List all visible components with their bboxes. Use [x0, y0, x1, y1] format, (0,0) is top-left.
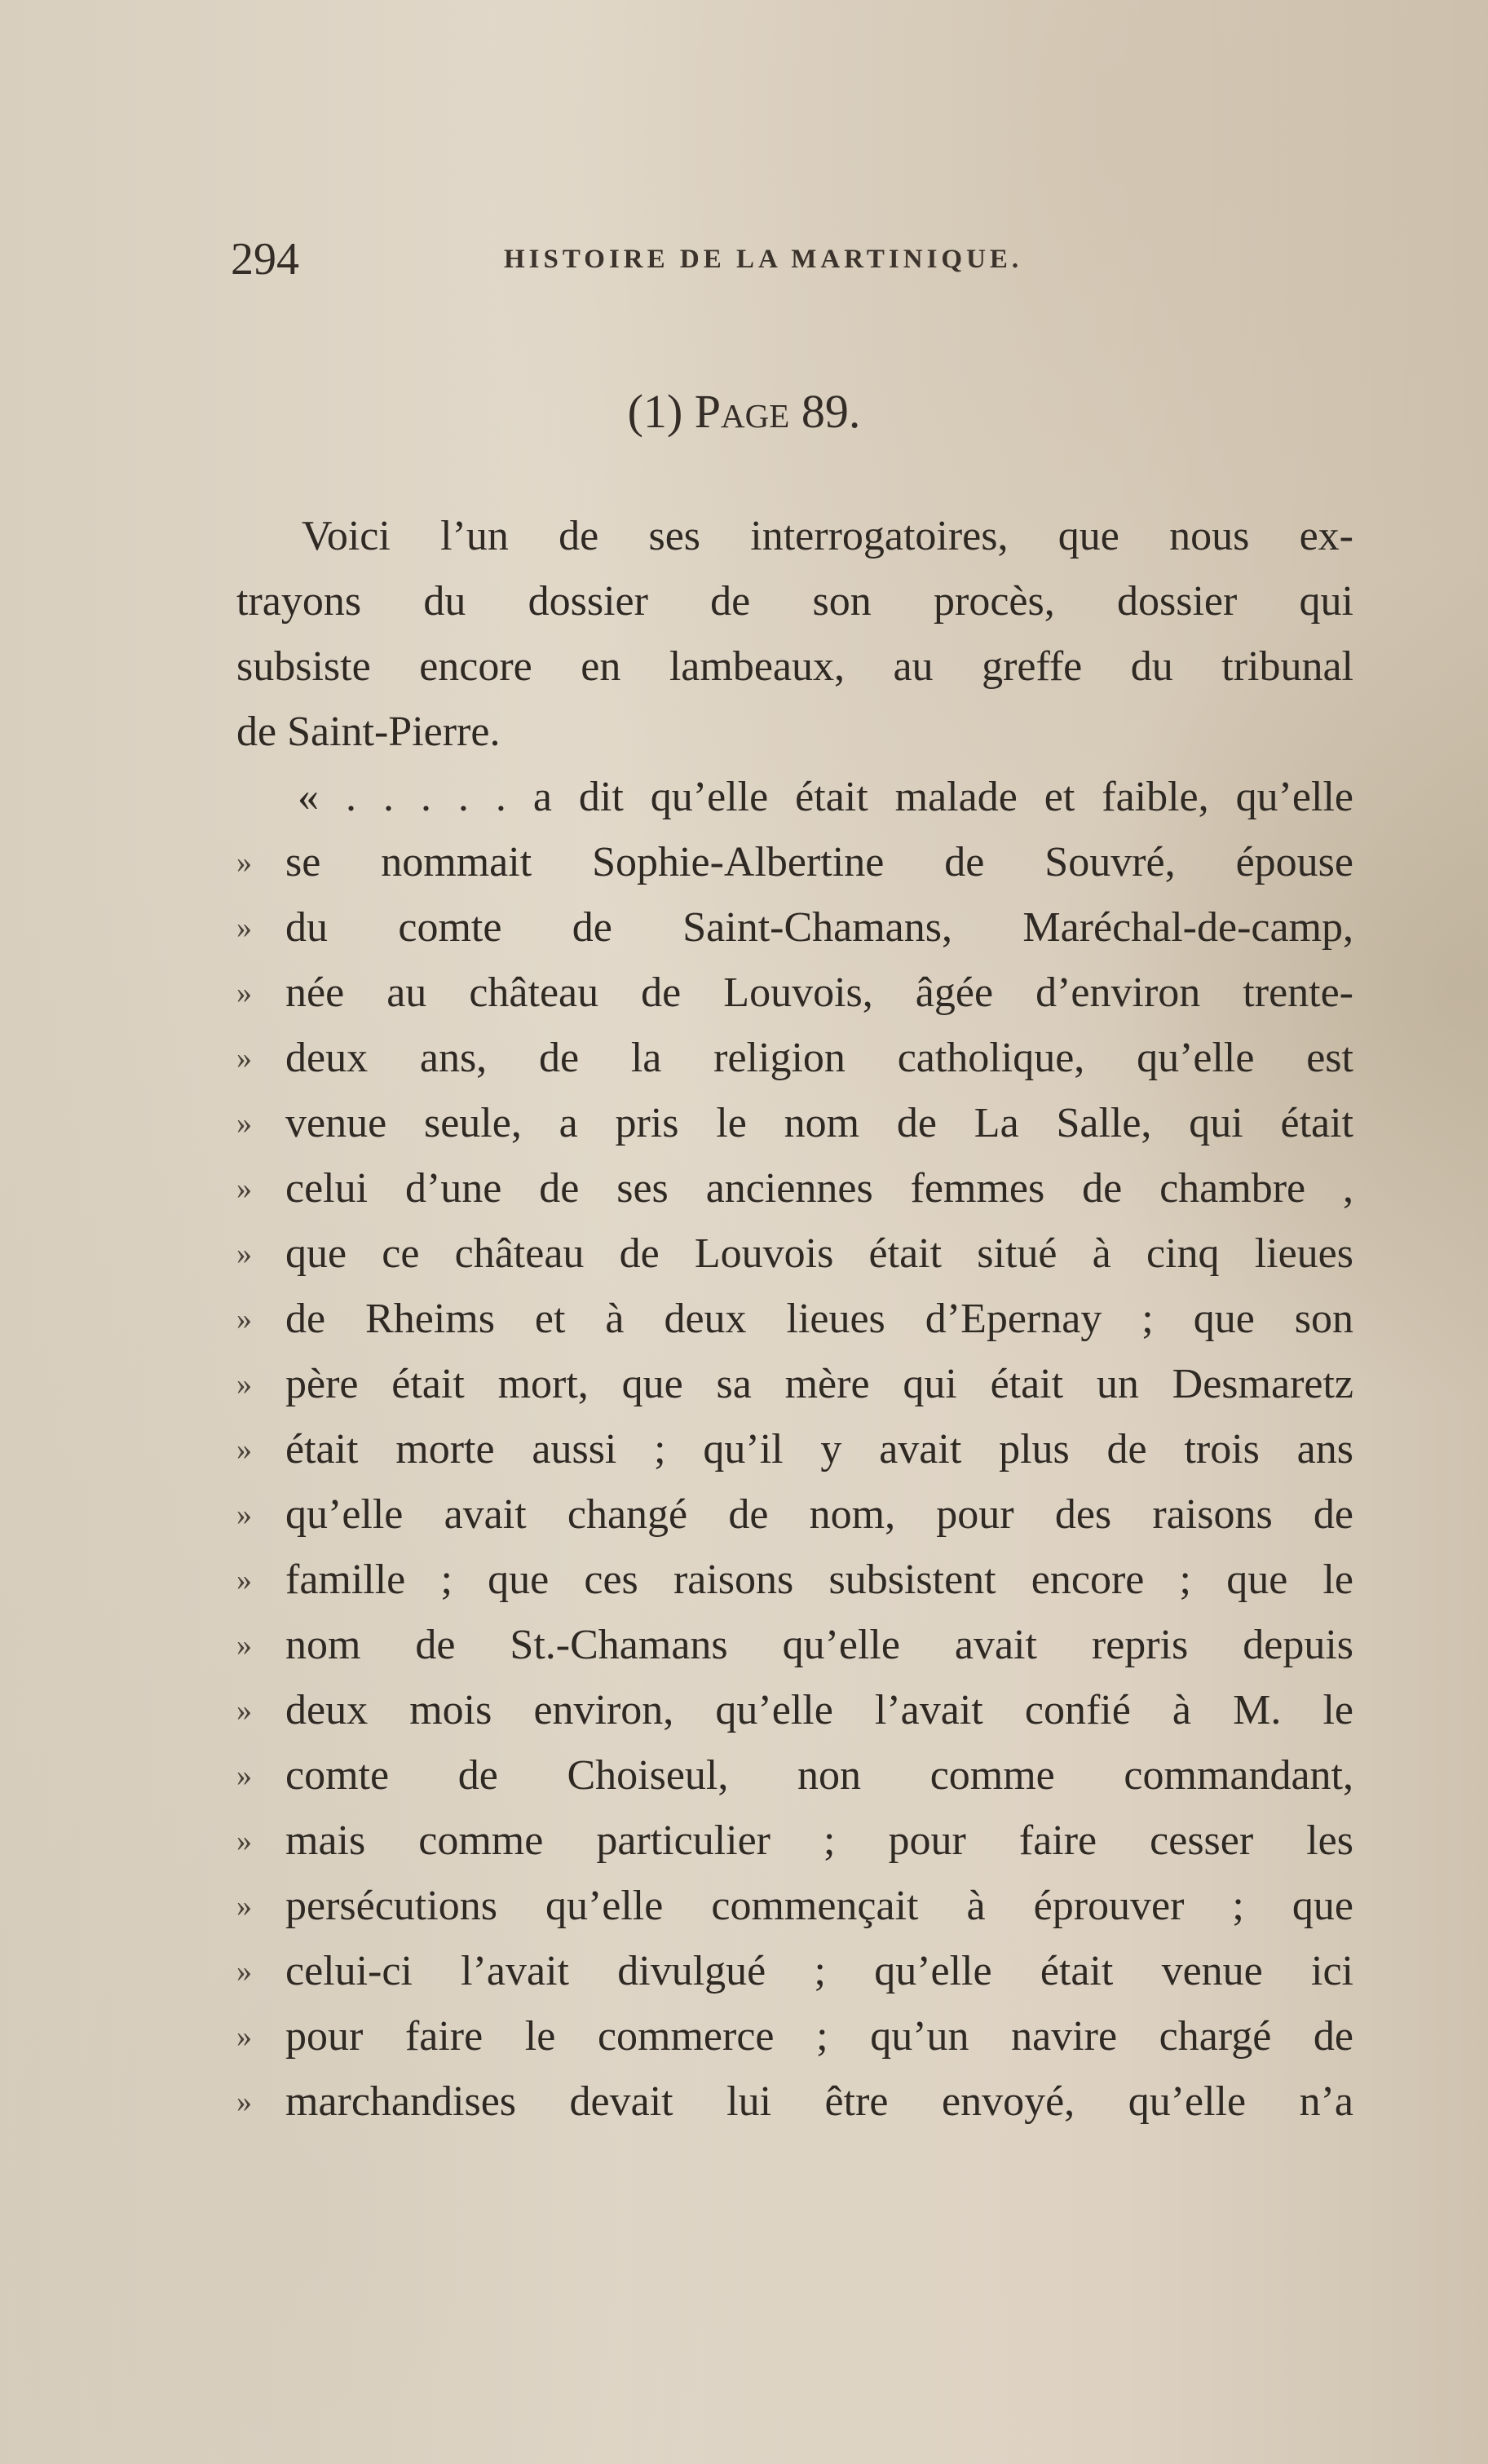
quote-text: famille ; que ces raisons subsistent encore ; que le [285, 1557, 1353, 1603]
quote-mark: » [236, 1889, 252, 1923]
intro-line: Voici l’un de ses interrogatoires, que nous ex- [302, 513, 1353, 559]
intro-line: trayons du dossier de son procès, dossier qui [236, 578, 1353, 625]
quote-text: de Rheims et à deux lieues d’Epernay ; que son [285, 1296, 1353, 1342]
quote-text: marchandises devait lui être envoyé, qu’elle n’a [285, 2078, 1353, 2125]
quote-line [236, 1678, 1353, 1743]
quote-text: née au château de Louvois, âgée d’environ trente- [285, 969, 1353, 1016]
quote-text: comte de Choiseul, non comme commandant, [285, 1752, 1353, 1799]
quote-text: deux ans, de la religion catholique, qu’elle est [285, 1035, 1353, 1081]
quote-mark: » [236, 1172, 252, 1206]
quote-mark: » [236, 1041, 252, 1075]
quote-text: deux mois environ, qu’elle l’avait confié à M. le [285, 1687, 1353, 1733]
quote-line [236, 895, 1353, 960]
quote-line [236, 960, 1353, 1026]
quote-text: pour faire le commerce ; qu’un navire chargé de [285, 2013, 1353, 2060]
running-title: HISTOIRE DE LA MARTINIQUE. [504, 245, 1023, 274]
quote-line [236, 830, 1353, 895]
quote-line [236, 1417, 1353, 1482]
quote-line [236, 1287, 1353, 1352]
quote-text: père était mort, que sa mère qui était un Desmaretz [285, 1361, 1353, 1407]
quote-line [236, 1156, 1353, 1221]
intro-line: de Saint-Pierre. [236, 709, 501, 755]
quote-text: celui-ci l’avait divulgué ; qu’elle était venue ici [285, 1948, 1353, 1994]
quote-line [236, 1874, 1353, 1939]
running-head [231, 231, 1356, 288]
quote-line [236, 1221, 1353, 1287]
quote-mark: » [236, 1237, 252, 1271]
quote-mark: » [236, 1367, 252, 1402]
quote-line [236, 1808, 1353, 1874]
quote-line [236, 1091, 1353, 1156]
quote-mark: » [236, 976, 252, 1010]
quote-mark: » [236, 1954, 252, 1989]
quote-text: celui d’une de ses anciennes femmes de chambre , [285, 1165, 1353, 1212]
quote-text: était morte aussi ; qu’il y avait plus de trois ans [285, 1426, 1353, 1473]
quote-line [236, 1482, 1353, 1548]
quote-mark: » [236, 1433, 252, 1467]
quote-text: nom de St.-Chamans qu’elle avait repris depuis [285, 1622, 1353, 1668]
page-number: 294 [231, 234, 299, 285]
quote-text: mais comme particulier ; pour faire cesser les [285, 1817, 1353, 1864]
quote-mark: » [236, 1498, 252, 1532]
intro-line: subsiste encore en lambeaux, au greffe du tribunal [236, 643, 1353, 690]
quote-text: que ce château de Louvois était situé à cinq lieues [285, 1230, 1353, 1277]
quote-text: qu’elle avait changé de nom, pour des raisons de [285, 1491, 1353, 1538]
quote-text: persécutions qu’elle commençait à éprouver ; que [285, 1883, 1353, 1929]
quote-mark: » [236, 846, 252, 880]
section-heading: (1) Page 89. [627, 385, 861, 438]
quote-line [236, 1613, 1353, 1678]
quote-line [236, 1939, 1353, 2004]
quote-line [236, 1026, 1353, 1091]
quote-line [236, 1352, 1353, 1417]
quote-line [236, 2004, 1353, 2069]
quote-mark: » [236, 911, 252, 945]
quote-mark: » [236, 1563, 252, 1597]
quote-text: se nommait Sophie-Albertine de Souvré, épouse [285, 839, 1353, 885]
quote-mark: » [236, 2085, 252, 2119]
quote-text: venue seule, a pris le nom de La Salle, qui était [285, 1100, 1353, 1146]
quote-mark: » [236, 1302, 252, 1336]
quote-first-line: « . . . . . a dit qu’elle était malade et faible, qu’elle [298, 774, 1353, 820]
body-text [236, 504, 1353, 2135]
quote-mark: » [236, 1693, 252, 1728]
quote-mark: » [236, 1628, 252, 1663]
quote-mark: » [236, 2020, 252, 2054]
quote-mark: » [236, 1759, 252, 1793]
quote-line [236, 2069, 1353, 2135]
quote-mark: » [236, 1106, 252, 1141]
quote-line [236, 1743, 1353, 1808]
quote-line [236, 1548, 1353, 1613]
quote-text: du comte de Saint-Chamans, Maréchal-de-camp, [285, 904, 1353, 951]
quote-mark: » [236, 1824, 252, 1858]
